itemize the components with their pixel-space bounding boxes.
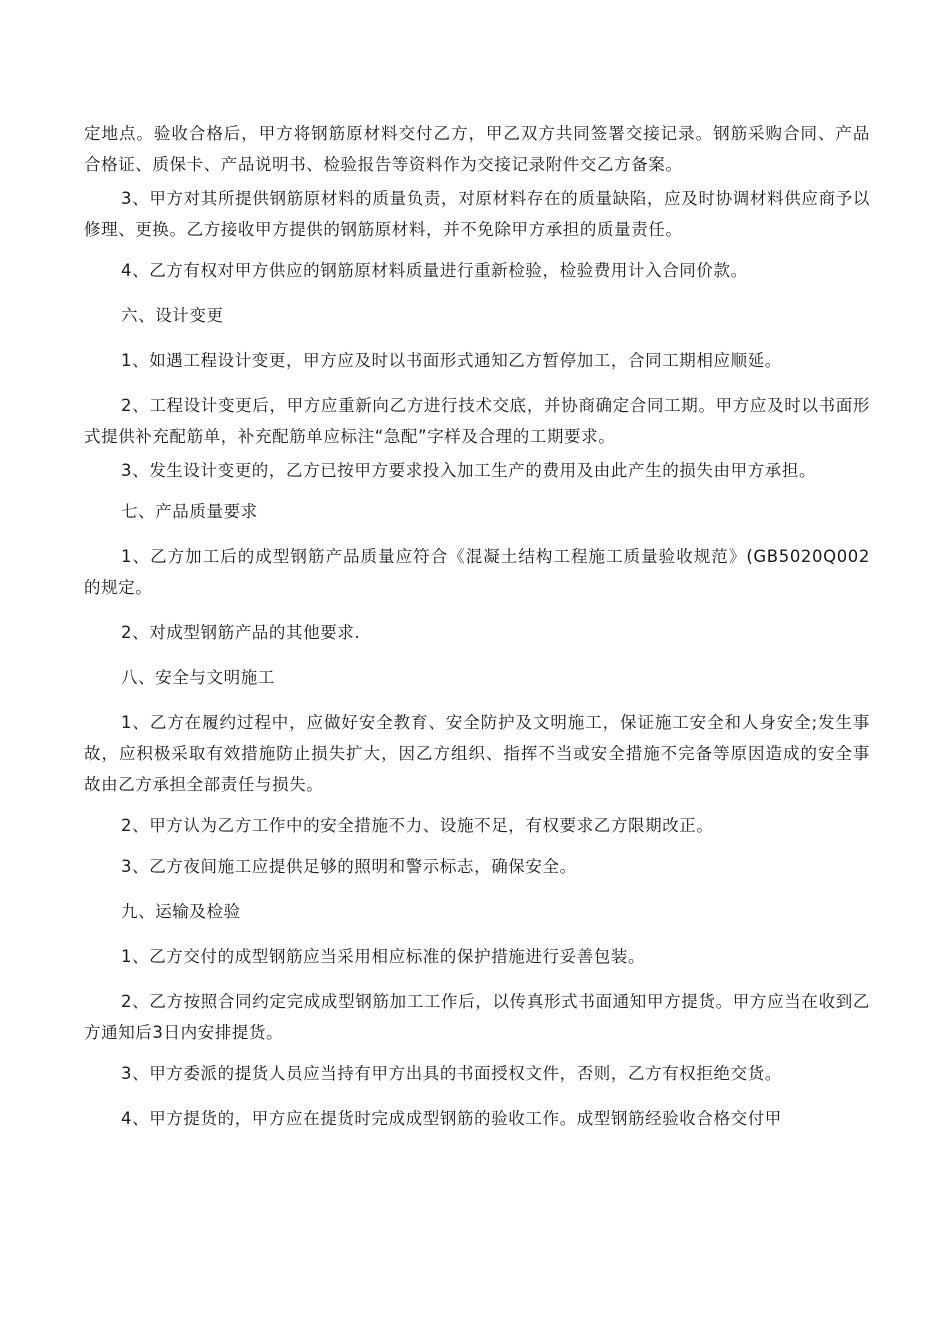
paragraph-clause-5-3: 3、甲方对其所提供钢筋原材料的质量负责，对原材料存在的质量缺陷，应及时协调材料供应商予以修理、更换。乙方接收甲方提供的钢筋原材料，并不免除甲方承担的质量责任。: [84, 189, 870, 239]
paragraph-clause-8-1: 1、乙方在履约过程中，应做好安全教育、安全防护及文明施工，保证施工安全和人身安全;发生事故，应积极采取有效措施防止损失扩大，因乙方组织、指挥不当或安全措施不完备等原因造成的安全事故由乙方承担全部责任与损失。: [84, 713, 870, 794]
paragraph-clause-5-4: 4、乙方有权对甲方供应的钢筋原材料质量进行重新检验，检验费用计入合同价款。: [121, 261, 748, 280]
paragraph-clause-9-4: 4、甲方提货的，甲方应在提货时完成成型钢筋的验收工作。成型钢筋经验收合格交付甲: [121, 1109, 782, 1128]
paragraph-clause-7-2: 2、对成型钢筋产品的其他要求.: [121, 623, 361, 642]
paragraph-clause-8-2: 2、甲方认为乙方工作中的安全措施不力、设施不足，有权要求乙方限期改正。: [121, 816, 714, 835]
paragraph-clause-9-1: 1、乙方交付的成型钢筋应当采用相应标准的保护措施进行妥善包装。: [121, 947, 646, 966]
paragraph-clause-9-2: 2、乙方按照合同约定完成成型钢筋加工工作后，以传真形式书面通知甲方提货。甲方应当在收到乙方通知后3日内安排提货。: [84, 992, 870, 1042]
section-heading-7: 七、产品质量要求: [121, 502, 258, 521]
paragraph-clause-9-3: 3、甲方委派的提货人员应当持有甲方出具的书面授权文件，否则，乙方有权拒绝交货。: [121, 1064, 782, 1083]
document-body: [84, 118, 870, 1134]
paragraph-clause-7-1: 1、乙方加工后的成型钢筋产品质量应符合《混凝土结构工程施工质量验收规范》(GB5020Q002的规定。: [84, 547, 870, 597]
paragraph-clause-8-3: 3、乙方夜间施工应提供足够的照明和警示标志，确保安全。: [121, 857, 577, 876]
section-heading-6: 六、设计变更: [121, 306, 224, 325]
section-heading-9: 九、运输及检验: [121, 902, 241, 921]
section-heading-8: 八、安全与文明施工: [121, 668, 275, 687]
paragraph-clause-6-1: 1、如遇工程设计变更，甲方应及时以书面形式通知乙方暂停加工，合同工期相应顺延。: [121, 351, 782, 370]
paragraph-continuation: 定地点。验收合格后，甲方将钢筋原材料交付乙方，甲乙双方共同签署交接记录。钢筋采购合同、产品合格证、质保卡、产品说明书、检验报告等资料作为交接记录附件交乙方备案。: [84, 124, 870, 174]
paragraph-clause-6-2: 2、工程设计变更后，甲方应重新向乙方进行技术交底，并协商确定合同工期。甲方应及时以书面形式提供补充配筋单，补充配筋单应标注“急配”字样及合理的工期要求。: [84, 396, 870, 446]
paragraph-clause-6-3: 3、发生设计变更的，乙方已按甲方要求投入加工生产的费用及由此产生的损失由甲方承担。: [121, 461, 817, 480]
